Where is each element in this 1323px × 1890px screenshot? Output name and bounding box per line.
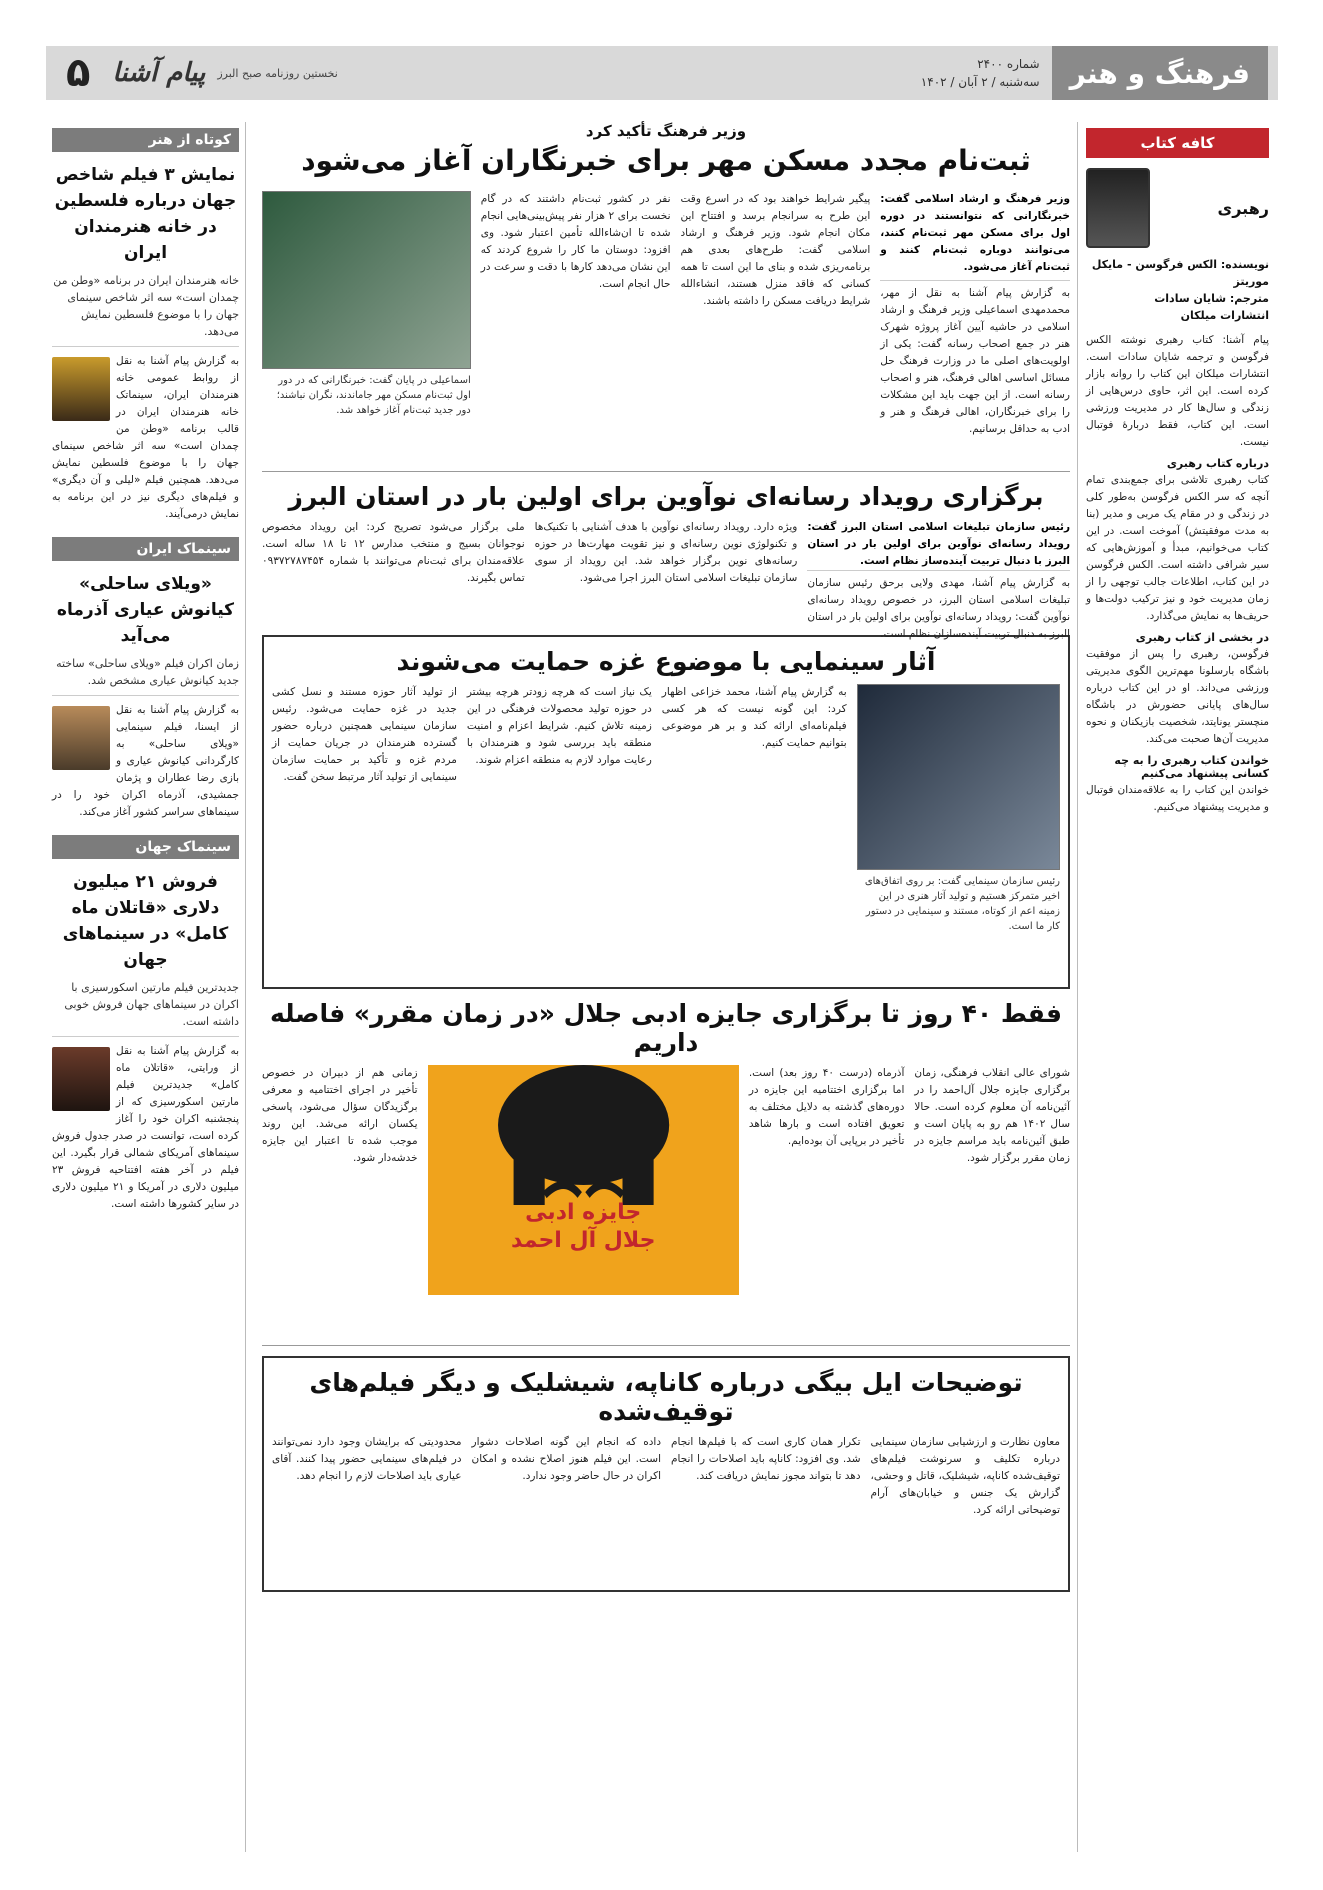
story4-headline: فقط ۴۰ روز تا برگزاری جایزه ادبی جلال «در زمان مقرر» فاصله داریم xyxy=(269,999,1063,1057)
short-news-column xyxy=(46,122,246,1852)
story5-text-2: تکرار همان کاری است که با فیلم‌ها انجام شد. وی افزود: کاناپه باید اصلاحات را انجام دهد تا بتواند مجوز نمایش دریافت کند. xyxy=(671,1436,861,1482)
story4-text-3: زمانی هم از دبیران در خصوص تأخیر در اجرای اختتامیه و معرفی برگزیدگان سؤال می‌شود، پاسخی یکسان ارائه می‌شد. این روند موجب شده تا اعتبار این جایزه خدشه‌دار شود. xyxy=(262,1067,418,1164)
news2-body: به گزارش پیام آشنا به نقل از ایسنا، فیلم سینمایی «ویلای ساحلی» به کارگردانی کیانوش عیاری و بازی رضا عطاران و پژمان جمشیدی، آذرماه اکران خود را در سینماهای سراسر کشور آغاز می‌کند. xyxy=(52,704,239,818)
story2-lead: رئیس سازمان تبلیغات اسلامی استان البرز گفت: رویداد رسانه‌ای نوآوین برای اولین بار در استان البرز با دنبال تربیت آینده‌ساز نظام است. xyxy=(807,519,1070,571)
story5-text-3: داده که انجام این گونه اصلاحات دشوار است. این فیلم هنوز اصلاح نشده و امکان اکران در حال حاضر وجود ندارد. xyxy=(471,1436,661,1482)
lead-text-1: به گزارش پیام آشنا به نقل از مهر، محمدمهدی اسماعیلی وزیر فرهنگ و ارشاد اسلامی در حاشیه آیین آغاز پروژه شهرک هنر در جمع اصحاب رسانه گفت: یکی از اولویت‌های اصلی ما در وزارت فرهنگ حل مسائل اساسی اهالی فرهنگ، هنر و اصحاب رسانه است. از این جهت باید این مشکلات را برای خبرنگاران، اهالی فرهنگ و هنر و ادب به حداقل برسانیم. xyxy=(880,287,1070,435)
book-cafe-label: کافه کتاب xyxy=(1086,128,1269,158)
story3-text-2: یک نیاز است که هرچه زودتر هرچه بیشتر در حوزه تولید محصولات فرهنگی در این زمینه تلاش کنیم. شرایط اعزام و امنیت منطقه باید بررسی شود و هنرمندان با رعایت موارد لازم به منطقه اعزام شوند. xyxy=(466,686,652,766)
story5-col-4 xyxy=(272,1434,462,1519)
story3 xyxy=(262,635,1070,989)
jalal-award-poster xyxy=(428,1065,739,1295)
story3-text-1: از تولید آثار حوزه مستند و نسل کشی جدید در غزه حمایت می‌شود. رئیس سازمان سینمایی همچنین درباره حضور گسترده هنرمندان در جریان حمایت از مردم غزه و تأکید بر حمایت سازمان سینمایی از تولید آثار مرتبط سخن گفت. xyxy=(272,686,457,783)
story4-col-1 xyxy=(914,1065,1070,1335)
world-cinema-bar xyxy=(52,835,239,859)
book-about: کتاب رهبری تلاشی برای جمع‌بندی تمام آنچه که سر الکس فرگوسن به‌طور کلی در زندگی و در مقام یک مربی و مدیر (بنا به مدت موفقیتش) آموخت است. در این کتاب می‌خوانیم، مبدأ و آموزش‌هایی که سیر شرافی داشته است. الکس فرگوسن در این کتاب، اطلاعات جالب توجهی را از زمان مدیریت خود و نیز ترکیب دولت‌ها و حریف‌ها به نمایش می‌گذارد. xyxy=(1086,474,1269,622)
lead-headline: ثبت‌نام مجدد مسکن مهر برای خبرنگاران آغاز می‌شود xyxy=(301,144,1031,177)
lead-text-2: پیگیر شرایط خواهند بود که در اسرع وقت این طرح به سرانجام برسد و افتتاح این مکان انجام شود. وزیر فرهنگ و ارشاد اسلامی گفت: طرح‌های بعدی هم برنامه‌ریزی شده و بنای ما این است تا همه کسانی که فاقد منزل هستند، انشاءالله شرایط دریافت مسکن را داشته باشند. xyxy=(680,193,871,307)
iran-cinema-label: سینماک ایران xyxy=(136,541,231,557)
lead-text-3: نفر در کشور ثبت‌نام داشتند که در گام نخست برای ۲ هزار نفر پیش‌بینی‌هایی انجام شده تا ان‌شاءالله تأمین اعتبار شود. وی افزود: دوستان ما کار را شروع کردند که این نشان می‌دهد کارها با دقت و سرعت در حال انجام است. xyxy=(480,193,671,290)
book-subheading-3: خواندن کتاب رهبری را به چه کسانی پیشنهاد می‌کنیم xyxy=(1114,754,1269,780)
news3-title: فروش ۲۱ میلیون دلاری «قاتلان ماه کامل» در سینماهای جهان xyxy=(62,872,229,970)
news3-lead: جدیدترین فیلم مارتین اسکورسیزی با اکران در سینماهای جهان فروش خوبی داشته است. xyxy=(52,979,239,1037)
news3-body: به گزارش پیام آشنا به نقل از ورایتی، «قاتلان ماه کامل» جدیدترین فیلم مارتین اسکورسیزی که از پنجشنبه اکران خود را آغاز کرده است، توانست در صدر جدول فروش سینماهای آمریکای شمالی قرار بگیرد. این فیلم در آخر هفته افتتاحیه فروش ۲۳ میلیون دلاری در آمریکا و ۲۱ میلیون دلاری در سایر کشورها داشته است. xyxy=(52,1045,239,1210)
book-intro: پیام آشنا: کتاب رهبری نوشته الکس فرگوسن و ترجمه شایان سادات است. انتشارات میلکان این کتاب را روانه بازار کرده است. این اثر، حاوی درس‌هایی از زندگی و سال‌ها کار در مدیریت ورزشی است. این کتاب، فقط دربارهٔ فوتبال نیست. xyxy=(1086,334,1269,448)
story5-col-1 xyxy=(871,1434,1061,1519)
book-subheading-1: درباره کتاب رهبری xyxy=(1166,457,1269,470)
story4-text-1: شورای عالی انقلاب فرهنگی، زمان برگزاری جایزه جلال آل‌احمد را در آئین‌نامه آن معلوم کرده است. حالا سال ۱۴۰۲ هم رو به پایان است و طبق آئین‌نامه باید مراسم جایزه در زمان مقرر برگزار شود. xyxy=(914,1067,1071,1164)
issue-number: شماره ۲۴۰۰ xyxy=(977,57,1040,71)
page-number: ۵ xyxy=(66,50,91,96)
news1-lead: خانه هنرمندان ایران در برنامه «وطن من چمدان است» سه اثر شاخص سینمای جهان را با موضوع فلسطین نمایش می‌دهد. xyxy=(52,272,239,347)
news2-lead: زمان اکران فیلم «ویلای ساحلی» ساخته جدید کیانوش عیاری مشخص شد. xyxy=(52,655,239,696)
story2-headline: برگزاری رویداد رسانه‌ای نوآوین برای اولین بار در استان البرز xyxy=(288,482,1044,511)
book-credits xyxy=(1086,256,1269,324)
short-art-label: کوتاه از هنر xyxy=(148,132,231,148)
cinema-official-photo xyxy=(857,684,1060,870)
section-title: فرهنگ و هنر xyxy=(1052,46,1268,100)
story3-col-1 xyxy=(662,684,847,964)
story3-col-2 xyxy=(467,684,652,964)
book-title: رهبری xyxy=(1217,198,1269,218)
story4-col-2 xyxy=(749,1065,905,1335)
book-cafe-column xyxy=(1077,122,1277,1852)
minister-photo xyxy=(262,191,471,369)
newspaper-logo: پیام آشنا xyxy=(112,58,206,88)
short-art-bar xyxy=(52,128,239,152)
issue-date: سه‌شنبه / ۲ آبان / ۱۴۰۲ xyxy=(920,75,1040,89)
story2-text-2: ویژه دارد. رویداد رسانه‌ای نوآوین با هدف آشنایی با تکنیک‌ها و تکنولوژی نوین رسانه‌ای و نیز تقویت مهارت‌ها در حوزه رسانه‌های نوین برگزار خواهد شد. این رویداد از سوی سازمان تبلیغات اسلامی استان البرز اجرا می‌شود. xyxy=(534,521,798,584)
story2-text-1: به گزارش پیام آشنا، مهدی ولایی برحق رئیس سازمان تبلیغات اسلامی استان البرز، در خصوص رویداد رسانه‌ای نوآوین گفت: رویداد رسانه‌ای نوآوین برای اولین بار در استان البرز به دنبال تربیت آینده‌سازان نظام است. xyxy=(807,577,1070,640)
story5 xyxy=(262,1356,1070,1592)
lead-col-1 xyxy=(880,191,1070,461)
story2-text-3: ملی برگزار می‌شود تصریح کرد: این رویداد مخصوص نوجوانان بسیج و منتخب مدارس ۱۲ تا ۱۸ ساله است. علاقه‌مندان برای ثبت‌نام می‌توانند با شماره ۰۹۳۷۲۷۸۷۴۵۴ تماس بگیرند. xyxy=(261,521,525,584)
lead-photo-caption: اسماعیلی در پایان گفت: خبرنگارانی که در دور اول ثبت‌نام مسکن مهر جاماندند، نگران نباشند؛ دور جدید ثبت‌نام آغاز خواهد شد. xyxy=(276,375,471,416)
lead-kicker: وزیر فرهنگ تأکید کرد xyxy=(585,122,747,140)
news2-title: «ویلای ساحلی» کیانوش عیاری آذرماه می‌آید xyxy=(56,574,235,646)
poster-line-2: جلال آل احمد xyxy=(510,1228,656,1253)
lead-story xyxy=(262,122,1070,461)
story2 xyxy=(261,482,1070,640)
news2-film-image xyxy=(52,706,110,770)
story5-text-1: معاون نظارت و ارزشیابی سازمان سینمایی درباره تکلیف و سرنوشت فیلم‌های توقیف‌شده کاناپه، شیشلیک، قاتل و وحشی، گزارش یک جنس و خیابان‌های آرام توضیحاتی ارائه کرد. xyxy=(870,1436,1060,1516)
story3-photo-caption: رئیس سازمان سینمایی گفت: بر روی اتفاق‌های اخیر متمرکز هستیم و تولید آثار هنری در این زمینه اعم از کوتاه، مستند و سینمایی در دستور کار ما است. xyxy=(864,876,1060,932)
book-author: نویسنده: الکس فرگوسن - مایکل موریتز xyxy=(1091,258,1269,288)
lead-photo-block xyxy=(262,191,471,461)
iran-cinema-bar xyxy=(52,537,239,561)
book-header xyxy=(1086,168,1269,248)
lead-summary: وزیر فرهنگ و ارشاد اسلامی گفت: خبرنگارانی که نتوانستند در دوره اول برای مسکن مهر ثبت‌نام کنند، می‌توانند دوباره ثبت‌نام کنند و ثبت‌نام آغاز می‌شود. xyxy=(880,191,1070,281)
story3-photo-block xyxy=(857,684,1060,964)
poster-line-1: جایزه ادبی xyxy=(525,1200,642,1225)
story5-col-2 xyxy=(671,1434,861,1519)
story2-col-2 xyxy=(535,519,798,619)
story5-headline: توضیحات ایل بیگی درباره کاناپه، شیشلیک و دیگر فیلم‌های توقیف‌شده xyxy=(309,1368,1023,1426)
main-content xyxy=(262,122,1070,1862)
book-subheading-2: در بخشی از کتاب رهبری xyxy=(1135,631,1269,644)
poster-caption xyxy=(428,1199,739,1255)
book-recommendation: خواندن این کتاب را به علاقه‌مندان فوتبال و مدیریت پیشنهاد می‌کنیم. xyxy=(1086,784,1269,813)
issue-info xyxy=(921,55,1040,91)
story4 xyxy=(262,999,1070,1335)
story4-text-2: آذرماه (درست ۴۰ روز بعد) است. اما برگزاری اختتامیه این جایزه در دوره‌های گذشته به دلایل مختلف به تعویق افتاده است و بارها شاهد تأخیر در برپایی آن بوده‌ایم. xyxy=(748,1067,905,1147)
book-cover-image xyxy=(1086,168,1150,248)
lead-col-3 xyxy=(481,191,671,461)
story3-headline: آثار سینمایی با موضوع غزه حمایت می‌شوند xyxy=(396,647,936,676)
jalal-portrait-icon xyxy=(428,1065,739,1295)
story4-col-3 xyxy=(262,1065,418,1335)
book-publisher: انتشارات میلکان xyxy=(1180,309,1269,322)
story2-col-1 xyxy=(807,519,1070,640)
book-translator: مترجم: شایان سادات xyxy=(1154,292,1269,305)
news1-title: نمایش ۳ فیلم شاخص جهان درباره فلسطین در خانه هنرمندان ایران xyxy=(54,165,237,263)
world-cinema-label: سینماک جهان xyxy=(135,839,231,855)
story5-col-3 xyxy=(472,1434,662,1519)
news1-body: به گزارش پیام آشنا به نقل از روابط عمومی خانه هنرمندان ایران، سینماتک خانه هنرمندان ایران در قالب برنامه «وطن من چمدان است» سه اثر شاخص سینمای جهان را با موضوع فلسطین نمایش می‌دهد. همچنین فیلم «لیلی و آن دیگری» و فیلم‌های دیگری نیز در این برنامه به نمایش درمی‌آیند. xyxy=(52,355,239,520)
page-header xyxy=(46,46,1278,100)
newspaper-tagline: نخستین روزنامه صبح البرز xyxy=(217,66,338,80)
story2-col-3 xyxy=(262,519,525,619)
news3-film-image xyxy=(52,1047,110,1111)
story5-text-4: محدودیتی که برایشان وجود دارد نمی‌توانند در فیلم‌های سینمایی حضور پیدا کنند. آقای عیاری باید اصلاحات لازم را انجام دهد. xyxy=(272,1436,462,1482)
news1-poster-image xyxy=(52,357,110,421)
story3-col-3 xyxy=(272,684,457,964)
story3-text-3: به گزارش پیام آشنا، محمد خزاعی اظهار کرد: این گونه نیست که هر کسی فیلم‌نامه‌ای ارائه کند و بر هر موضوعی بتوانیم حمایت کنیم. xyxy=(661,686,847,749)
lead-col-2 xyxy=(681,191,871,461)
book-excerpt: فرگوسن، رهبری را پس از موفقیت باشگاه بارسلونا مهم‌ترین الگوی مدیریتی ورزشی می‌داند. او در این کتاب درباره سال‌های پایانی حضورش در باشگاه منچستر یونایتد، شخصیت بازیکنان و نحوه مدیریت آن‌ها صحبت می‌کند. xyxy=(1086,648,1269,745)
